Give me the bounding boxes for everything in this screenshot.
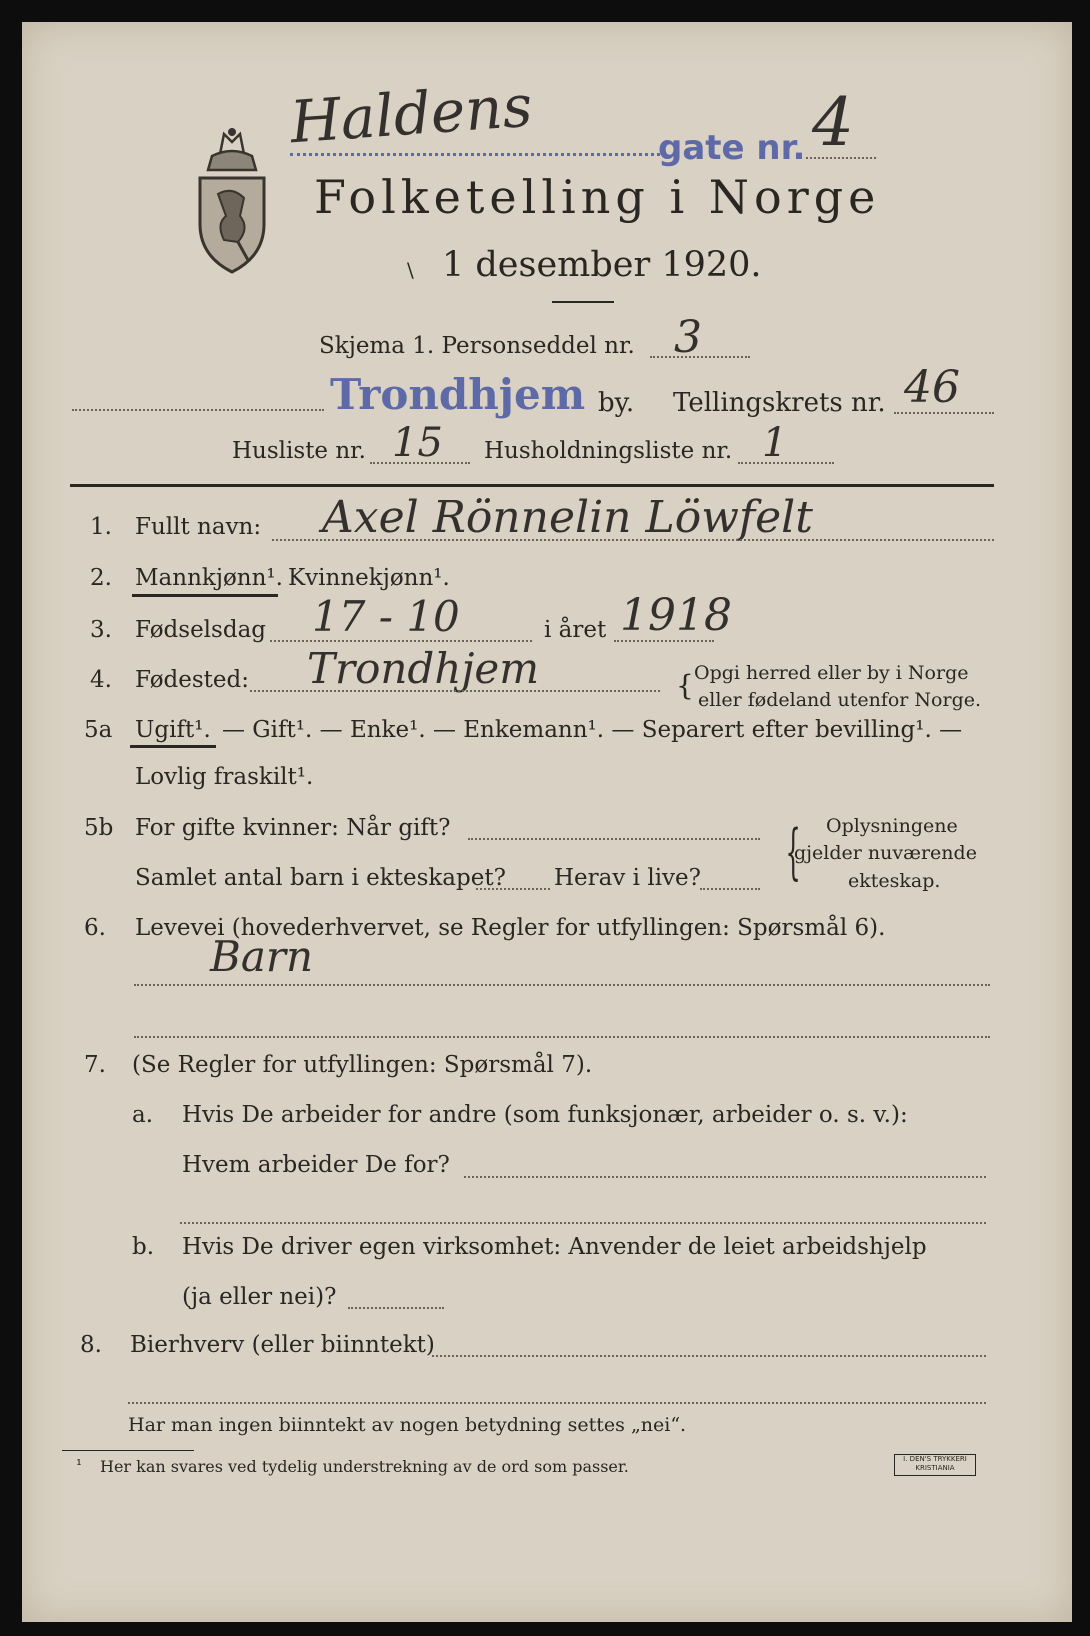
q5b-children-line <box>476 888 550 890</box>
personseddel-line <box>650 356 750 358</box>
city-line-left <box>72 409 324 411</box>
q6-line-1 <box>134 984 990 986</box>
q8-line-2 <box>128 1402 986 1404</box>
q3-number: 3. <box>90 617 112 643</box>
q6-label: Levevei (hovederhvervet, se Regler for utfyllingen: Spørsmål 6). <box>135 915 886 941</box>
q7-number: 7. <box>84 1052 106 1078</box>
q7a-line-1 <box>464 1176 986 1178</box>
personseddel-nr: 3 <box>674 312 702 363</box>
q4-line <box>250 690 660 692</box>
street-name-handwritten: Haldens <box>287 71 535 157</box>
q5b-children: Samlet antal barn i ekteskapet? <box>135 865 506 891</box>
q3-line <box>270 640 532 642</box>
q4-note-2: eller fødeland utenfor Norge. <box>698 689 982 711</box>
q6-line-2 <box>134 1036 990 1038</box>
header-rule <box>70 484 994 487</box>
q2-female: Kvinnekjønn¹. <box>288 565 450 591</box>
q2-male: Mannkjønn¹. <box>135 565 283 591</box>
husholdningsliste-label: Husholdningsliste nr. <box>484 438 733 464</box>
q7b-line <box>348 1307 444 1309</box>
q6-number: 6. <box>84 915 106 941</box>
q8-label: Bierhverv (eller biinntekt) <box>130 1332 435 1358</box>
q5b-note-2: gjelder nuværende <box>794 842 977 864</box>
q5b-label: For gifte kvinner: Når gift? <box>135 815 451 841</box>
q5a-ugift: Ugift¹. <box>135 717 211 743</box>
husholdningsliste-line <box>738 462 834 464</box>
husliste-line <box>370 462 470 464</box>
tellingskrets-nr: 46 <box>904 362 960 413</box>
q4-note-1: Opgi herred eller by i Norge <box>694 662 969 684</box>
q8-number: 8. <box>80 1332 102 1358</box>
census-form <box>22 22 1072 1622</box>
q5b-brace: { <box>785 817 801 887</box>
q2-male-underline <box>132 594 278 597</box>
q5b-number: 5b <box>84 815 114 841</box>
q1-label: Fullt navn: <box>135 514 262 540</box>
q8-line-1 <box>432 1355 986 1357</box>
q7b-label: Hvis De driver egen virksomhet: Anvender de leiet arbeidshjelp <box>182 1234 927 1260</box>
q3-birthday: 17 - 10 <box>312 592 460 641</box>
q4-brace: { <box>676 669 694 702</box>
q5a-options: — Gift¹. — Enke¹. — Enkemann¹. — Separert efter bevilling¹. — <box>222 717 963 743</box>
printer-mark-line-2: KRISTIANIA <box>915 1464 955 1472</box>
husliste-nr: 15 <box>392 420 443 466</box>
coat-of-arms-icon <box>190 124 274 276</box>
by-label: by. <box>598 388 635 418</box>
q4-number: 4. <box>90 667 112 693</box>
q7b-letter: b. <box>132 1234 155 1260</box>
q5a-ugift-underline <box>130 745 216 748</box>
gate-nr-stamp: gate nr. <box>658 128 806 168</box>
tellingskrets-label: Tellingskrets nr. <box>673 388 886 418</box>
q5b-alive: Herav i live? <box>554 865 701 891</box>
footnote-text: Her kan svares ved tydelig understrekning av de ord som passer. <box>100 1457 629 1476</box>
printer-mark-line-1: I. DEN'S TRYKKERI <box>903 1455 967 1463</box>
title-divider <box>552 301 614 303</box>
gate-number-handwritten: 4 <box>812 84 854 161</box>
q7-label: (Se Regler for utfyllingen: Spørsmål 7). <box>132 1052 593 1078</box>
q7a-label2: Hvem arbeider De for? <box>182 1152 450 1178</box>
q1-number: 1. <box>90 514 112 540</box>
q5b-note-3: ekteskap. <box>848 870 941 892</box>
q3-label: Fødselsdag <box>135 617 267 643</box>
husholdningsliste-nr: 1 <box>762 420 788 466</box>
q2-number: 2. <box>90 565 112 591</box>
q6-occupation: Barn <box>210 932 314 981</box>
printer-mark <box>894 1454 976 1476</box>
census-date: 1 desember 1920. <box>442 245 762 285</box>
q7a-label: Hvis De arbeider for andre (som funksjonær, arbeider o. s. v.): <box>182 1102 908 1128</box>
q7b-label2: (ja eller nei)? <box>182 1284 337 1310</box>
footnote-mark: ¹ <box>76 1456 83 1474</box>
gate-number-line <box>806 157 876 159</box>
husliste-label: Husliste nr. <box>232 438 366 464</box>
q1-full-name: Axel Rönnelin Löwfelt <box>322 492 813 543</box>
q8-note: Har man ingen biinntekt av nogen betydning settes „nei“. <box>128 1414 687 1436</box>
q4-birthplace: Trondhjem <box>307 644 540 693</box>
tellingskrets-line <box>894 412 994 414</box>
city-stamp: Trondhjem <box>330 370 586 419</box>
q4-label: Fødested: <box>135 667 250 693</box>
street-underline <box>290 153 660 156</box>
q5a-line2: Lovlig fraskilt¹. <box>135 764 314 790</box>
q5a-number: 5a <box>84 717 113 743</box>
q7a-line-2 <box>180 1222 986 1224</box>
q7a-letter: a. <box>132 1102 154 1128</box>
footnote-rule <box>62 1450 194 1451</box>
tick-mark: \ <box>407 258 414 282</box>
q1-line <box>272 539 994 541</box>
skjema-label: Skjema 1. Personseddel nr. <box>319 333 635 359</box>
form-title: Folketelling i Norge <box>314 170 881 224</box>
q3-year-label: i året <box>544 617 607 643</box>
q5b-when-line <box>468 838 760 840</box>
q3-birth-year: 1918 <box>620 590 732 641</box>
q5b-alive-line <box>700 888 760 890</box>
q3-year-line <box>614 640 714 642</box>
q5b-note-1: Oplysningene <box>826 815 958 837</box>
